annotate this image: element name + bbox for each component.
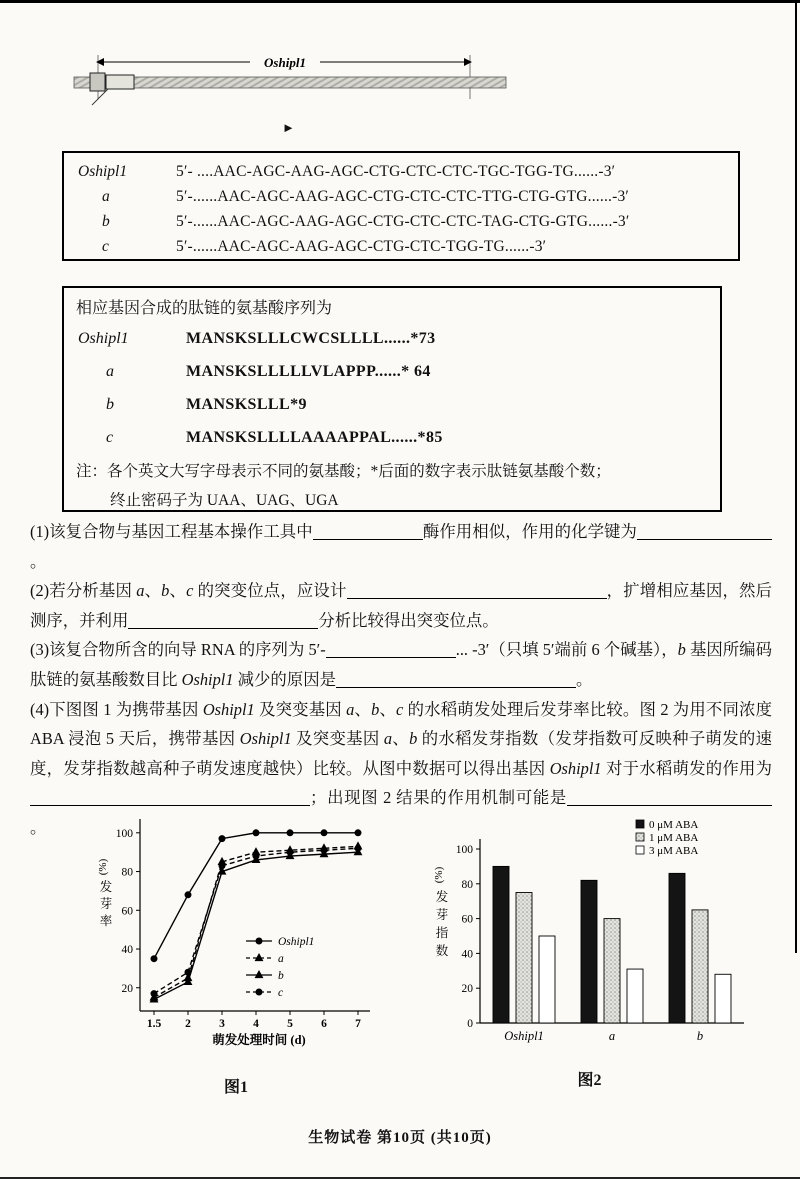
svg-text:40: 40 [461, 948, 473, 961]
svg-text:6: 6 [321, 1018, 327, 1030]
marker-circle-filled [287, 849, 293, 855]
question-text: b [161, 581, 170, 601]
answer-blank[interactable] [326, 641, 456, 658]
peptide-text: MANSKSLLLLLVLAPPP......* 64 [186, 363, 431, 380]
question-text: (1)该复合物与基因工程基本操作工具中 [30, 522, 313, 541]
fig2-bar-Oshipl1-0 μM ABA [493, 866, 509, 1023]
answer-blank[interactable] [313, 523, 423, 540]
sequence-text: 5′-......AAC-AGC-AAG-AGC-CTG-CTC-CTC-TTG-CTG-GTG......-3′ [176, 188, 629, 205]
svg-text:c: c [278, 987, 284, 999]
marker-circle-filled [355, 830, 361, 836]
marker-circle-filled [151, 991, 157, 997]
fig1-legend [246, 936, 314, 999]
peptide-box-title: 相应基因合成的肽链的氨基酸序列为 [76, 300, 333, 317]
peptide-gene-name: c [106, 429, 114, 446]
question-text: b [371, 699, 380, 719]
question-text: 的水稻发芽指数（发芽指数可反映种子萌发的速度，发芽指数越高种子萌发速度越快）比较。从图中数据可以得出基因 [30, 729, 772, 778]
svg-text:0: 0 [467, 1018, 473, 1030]
question-text: 的水稻萌发处理后发芽率比较。图 2 为用不同浓度 ABA 浸泡 5 天后，携带基因 [30, 699, 773, 749]
svg-text:Oshipl1: Oshipl1 [504, 1029, 544, 1043]
sequence-gene-name: b [102, 213, 110, 230]
answer-blank[interactable] [567, 789, 772, 806]
svg-text:2: 2 [185, 1018, 191, 1030]
svg-text:芽: 芽 [99, 897, 113, 911]
question-text: 。 [576, 669, 593, 689]
svg-text:Oshipl1: Oshipl1 [278, 936, 315, 948]
question-text: Oshipl1 [202, 699, 255, 719]
gene-exon-box-1 [90, 73, 105, 91]
peptide-gene-name: b [106, 396, 114, 413]
question-text: 、 [144, 581, 162, 601]
question-text: Oshipl1 [239, 729, 292, 749]
marker-triangle-filled [255, 971, 262, 978]
svg-text:指: 指 [435, 926, 449, 940]
svg-text:20: 20 [121, 982, 133, 995]
peptide-gene-name: a [106, 363, 114, 380]
fig2-bar-a-0 μM ABA [581, 880, 597, 1023]
figures-row [0, 815, 800, 1097]
peptide-gene-name: Oshipl1 [78, 330, 129, 347]
answer-blank[interactable] [637, 523, 772, 540]
peptide-row [64, 322, 720, 355]
svg-text:3 μM ABA: 3 μM ABA [649, 845, 699, 857]
question-text: 。 [30, 817, 47, 837]
peptide-text: MANSKSLLL*9 [186, 396, 307, 413]
question-text: Oshipl1 [549, 758, 602, 778]
question-text: 对于水稻萌发的作用为 [601, 758, 772, 778]
svg-text:发: 发 [435, 890, 449, 904]
germination-rate-line-chart [90, 815, 382, 1065]
answer-blank[interactable] [30, 789, 310, 806]
question-text: 、 [392, 729, 410, 749]
peptide-note-2: 终止密码子为 UAA、UAG、UGA [110, 492, 339, 509]
question-text: Oshipl1 [181, 669, 234, 689]
svg-text:b: b [696, 1029, 704, 1043]
question-text: 。 [30, 551, 47, 571]
arrowhead-right-icon [464, 58, 472, 66]
peptide-row [64, 388, 720, 421]
question-text: ... -3′（只填 5′端前 6 个碱基）， [455, 640, 678, 660]
question-text: a [136, 581, 145, 601]
marker-circle-filled [219, 836, 225, 842]
question-text: c [396, 699, 404, 719]
question-text: (3)该复合物所含的向导 RNA 的序列为 5′- [30, 640, 326, 660]
svg-text:a: a [608, 1029, 616, 1043]
question-text: a [383, 729, 393, 749]
marker-circle-filled [256, 989, 262, 995]
svg-text:60: 60 [461, 913, 473, 926]
fig2-bar-a-3 μM ABA [627, 969, 643, 1023]
question-text: 基因所编码肽链的氨基酸数目比 [30, 640, 772, 689]
question-text: 减少的原因是 [233, 669, 336, 689]
marker-triangle-filled [255, 954, 262, 961]
svg-text:发: 发 [99, 880, 113, 894]
question-text: b [409, 729, 418, 749]
marker-circle-filled [185, 892, 191, 898]
svg-text:20: 20 [461, 983, 473, 996]
svg-text:b: b [278, 970, 284, 982]
svg-text:4: 4 [253, 1018, 259, 1030]
svg-text:萌发处理时间 (d): 萌发处理时间 (d) [212, 1033, 306, 1047]
figure-1-caption: 图1 [223, 1079, 248, 1096]
fig2-legend [636, 819, 698, 857]
sequence-row [64, 184, 738, 209]
answer-blank[interactable] [347, 582, 607, 599]
marker-circle-filled [321, 847, 327, 853]
marker-circle-filled [253, 830, 259, 836]
question-2 [30, 576, 772, 635]
marker-circle-filled [287, 830, 293, 836]
dna-sequence-box [62, 151, 740, 261]
peptide-text: MANSKSLLLLAAAAPPAL......*85 [186, 429, 443, 446]
arrowhead-left-icon [96, 58, 104, 66]
svg-text:a: a [278, 953, 284, 965]
marker-circle-filled [253, 853, 259, 859]
page-footer: 生物试卷 第10页 (共10页) [308, 1130, 492, 1146]
fig2-bar-Oshipl1-1 μM ABA [516, 893, 532, 1024]
svg-text:60: 60 [121, 905, 133, 918]
svg-text:100: 100 [115, 827, 133, 840]
sequence-row [64, 209, 738, 234]
question-block [30, 517, 772, 843]
figure-2-caption: 图2 [577, 1072, 602, 1089]
question-text: (4)下图图 1 为携带基因 [30, 699, 203, 719]
question-3 [30, 635, 772, 694]
marker-circle-filled [321, 830, 327, 836]
svg-text:芽: 芽 [435, 908, 449, 922]
question-text: ，扩增相应基因，然后测序，并利用 [30, 581, 772, 630]
marker-circle-filled [256, 938, 262, 944]
fig2-axes [456, 839, 744, 1043]
svg-text:5: 5 [287, 1018, 293, 1030]
fig2-y-axis-label [433, 866, 449, 958]
fig2-bar-b-0 μM ABA [669, 873, 685, 1023]
sequence-gene-name: a [102, 188, 110, 205]
pointer-icon: ► [282, 120, 295, 135]
svg-text:数: 数 [435, 944, 449, 958]
marker-circle-filled [151, 956, 157, 962]
question-text: 及突变基因 [254, 699, 347, 719]
sequence-gene-name: c [102, 238, 109, 255]
svg-text:3: 3 [219, 1018, 225, 1030]
svg-text:100: 100 [455, 844, 473, 856]
svg-text:80: 80 [461, 878, 473, 891]
sequence-row [64, 234, 738, 259]
peptide-sequence-box [62, 286, 722, 512]
gene-bar [74, 77, 506, 88]
question-text: (2)若分析基因 [30, 581, 137, 601]
fig1-series-c [151, 845, 361, 996]
question-text: c [186, 581, 194, 601]
question-text: 分析比较得出突变位点。 [318, 610, 499, 630]
gene-label: Oshipl1 [264, 55, 306, 70]
answer-blank[interactable] [128, 612, 318, 629]
svg-text:80: 80 [121, 866, 133, 879]
fig2-bar-b-3 μM ABA [715, 974, 731, 1023]
sequence-gene-name: Oshipl1 [78, 163, 128, 180]
answer-blank[interactable] [336, 671, 576, 688]
peptide-row [64, 355, 720, 388]
marker-circle-filled [355, 845, 361, 851]
germination-index-bar-chart [422, 815, 757, 1058]
question-text: b [677, 640, 686, 660]
sequence-text: 5′- ....AAC-AGC-AAG-AGC-CTG-CTC-CTC-TGC-TGG-TG......-3′ [176, 163, 616, 180]
sequence-text: 5′-......AAC-AGC-AAG-AGC-CTG-CTC-CTC-TAG-CTG-GTG......-3′ [176, 213, 630, 230]
question-1 [30, 517, 772, 576]
figure-1 [90, 815, 382, 1097]
peptide-row [64, 421, 720, 454]
question-text: 、 [379, 699, 397, 719]
question-text: 、 [169, 581, 187, 601]
marker-circle-filled [219, 863, 225, 869]
question-text: 的突变位点，应设计 [193, 581, 347, 601]
peptide-text: MANSKSLLLCWCSLLLL......*73 [186, 330, 436, 347]
svg-text:(%): (%) [97, 858, 109, 876]
svg-text:0 μM ABA: 0 μM ABA [649, 819, 699, 831]
question-text: 、 [354, 699, 372, 719]
fig1-series-b [150, 848, 361, 1002]
question-text: a [346, 699, 355, 719]
gene-exon-box-2 [106, 75, 134, 89]
gene-structure-diagram [68, 53, 588, 111]
svg-text:1.5: 1.5 [146, 1018, 162, 1030]
marker-circle-filled [185, 969, 191, 975]
question-text: 及突变基因 [291, 729, 384, 749]
figure-2 [422, 815, 757, 1097]
sequence-text: 5′-......AAC-AGC-AAG-AGC-CTG-CTC-TGG-TG......-3′ [176, 238, 547, 255]
peptide-note-1: 注：各个英文大写字母表示不同的氨基酸；*后面的数字表示肽链氨基酸个数； [76, 463, 611, 480]
question-text: 酶作用相似，作用的化学键为 [422, 522, 637, 541]
svg-text:1 μM ABA: 1 μM ABA [649, 832, 699, 844]
question-text: ；出现图 2 结果的作用机制可能是 [310, 788, 567, 808]
svg-text:7: 7 [355, 1018, 361, 1030]
fig2-bar-a-1 μM ABA [604, 919, 620, 1023]
svg-text:率: 率 [99, 914, 113, 928]
sequence-row [64, 159, 738, 184]
fig1-y-axis-label [97, 858, 113, 928]
fig2-bar-b-1 μM ABA [692, 910, 708, 1023]
fig2-bar-Oshipl1-3 μM ABA [539, 936, 555, 1023]
svg-text:40: 40 [121, 944, 133, 957]
svg-text:(%): (%) [433, 866, 445, 884]
